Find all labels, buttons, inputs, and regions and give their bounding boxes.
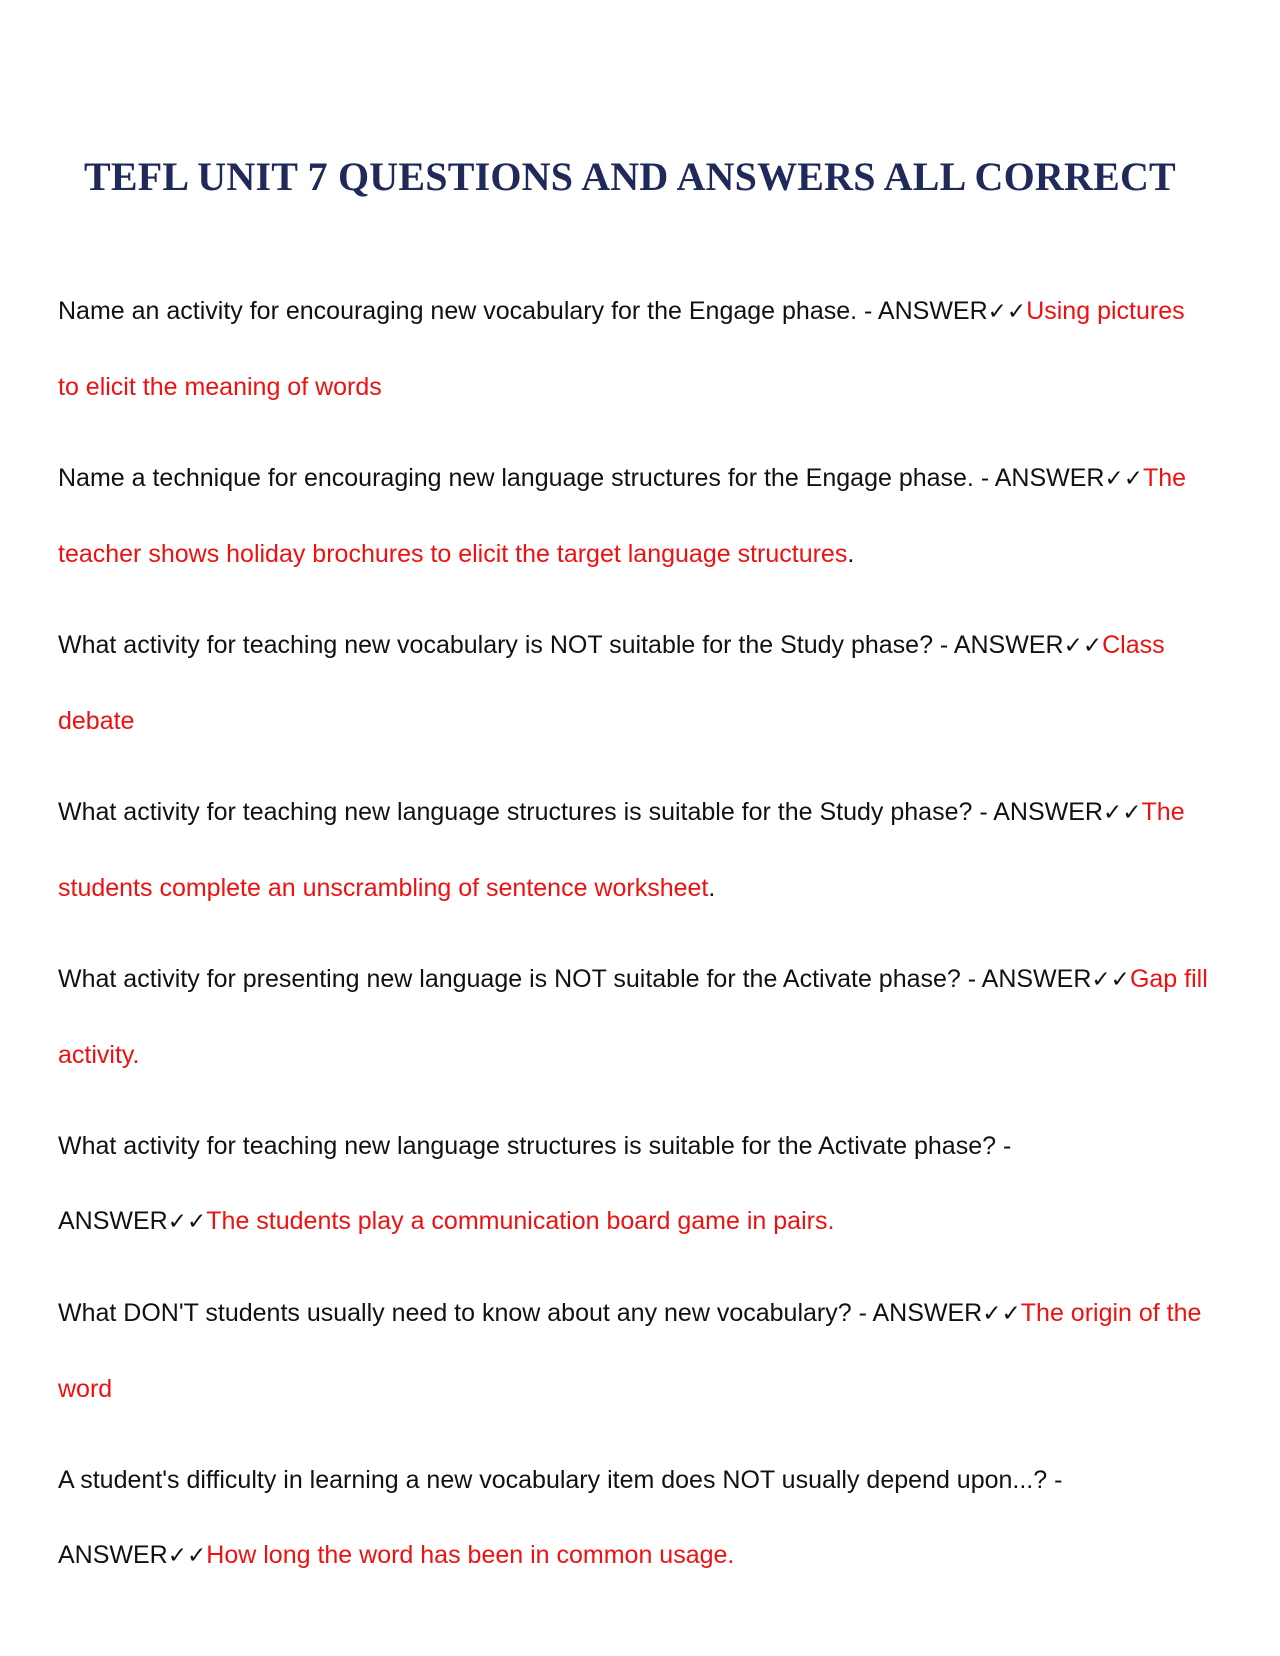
- answer-trailing: .: [847, 539, 855, 568]
- answer-text: Gap fill activity.: [58, 965, 1208, 1069]
- answer-label: ANSWER: [58, 1206, 168, 1235]
- checkmark-icon: ✓✓: [1091, 967, 1130, 993]
- answer-label: ANSWER: [872, 1299, 983, 1327]
- answer-text: The origin of the word: [58, 1299, 1202, 1403]
- checkmark-icon: ✓✓: [987, 299, 1027, 325]
- qa-list: [58, 274, 1208, 1610]
- qa-item-5: [58, 942, 1208, 1092]
- checkmark-icon: ✓✓: [982, 1301, 1021, 1327]
- checkmark-icon: ✓✓: [167, 1542, 207, 1569]
- question-text: What activity for teaching new language structures is suitable for the Activate phase? -: [58, 1132, 1012, 1160]
- qa-item-7: [58, 1276, 1208, 1426]
- question-text: What activity for teaching new vocabulary is NOT suitable for the Study phase? -: [58, 631, 954, 659]
- qa-item-6: [58, 1109, 1208, 1259]
- answer-label: ANSWER: [993, 798, 1103, 826]
- qa-item-8: [58, 1443, 1208, 1593]
- answer-text: The students play a communication board game in pairs.: [206, 1206, 835, 1235]
- checkmark-icon: ✓✓: [1063, 633, 1103, 659]
- question-text: What DON'T students usually need to know about any new vocabulary? -: [58, 1299, 873, 1327]
- answer-label: ANSWER: [58, 1540, 168, 1569]
- answer-text: Class debate: [58, 631, 1165, 735]
- qa-item-1: [58, 274, 1208, 424]
- answer-label: ANSWER: [994, 464, 1105, 492]
- question-text: What activity for presenting new language is NOT suitable for the Activate phase? -: [58, 965, 982, 993]
- qa-item-4: [58, 775, 1208, 925]
- answer-text: Using pictures to elicit the meaning of words: [58, 297, 1185, 401]
- answer-trailing: .: [708, 873, 716, 902]
- qa-item-2: [58, 441, 1208, 591]
- answer-label: ANSWER: [981, 965, 1092, 993]
- checkmark-icon: ✓✓: [167, 1208, 207, 1235]
- question-text: A student's difficulty in learning a new vocabulary item does NOT usually depend upon...? -: [58, 1466, 1063, 1494]
- answer-text: How long the word has been in common usage.: [206, 1540, 735, 1569]
- qa-item-3: [58, 608, 1208, 758]
- document-title: TEFL UNIT 7 QUESTIONS AND ANSWERS ALL CORRECT: [84, 154, 1176, 199]
- answer-label: ANSWER: [877, 297, 988, 325]
- checkmark-icon: ✓✓: [1104, 466, 1143, 492]
- answer-text: The students complete an unscrambling of sentence worksheet: [58, 798, 1185, 902]
- question-text: What activity for teaching new language structures is suitable for the Study phase? -: [58, 798, 994, 826]
- answer-label: ANSWER: [953, 631, 1064, 659]
- question-text: Name an activity for encouraging new vocabulary for the Engage phase. -: [58, 297, 878, 325]
- checkmark-icon: ✓✓: [1102, 800, 1142, 826]
- question-text: Name a technique for encouraging new language structures for the Engage phase. -: [58, 464, 995, 492]
- answer-text: The teacher shows holiday brochures to elicit the target language structures: [58, 464, 1187, 568]
